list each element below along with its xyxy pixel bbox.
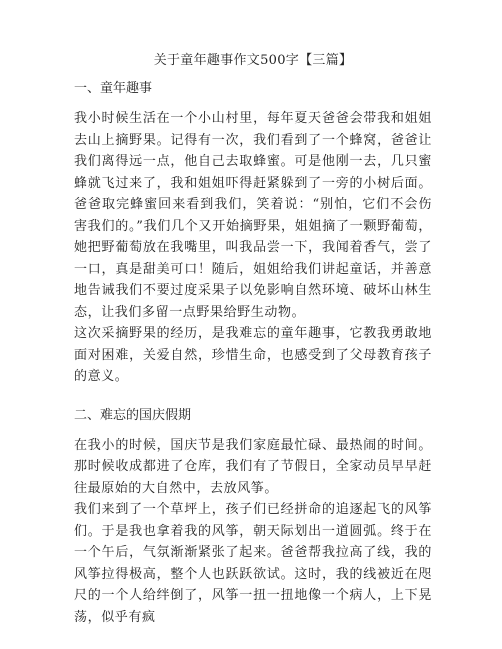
section-divider-space (74, 388, 432, 407)
document-title: 关于童年趣事作文500字【三篇】 (153, 53, 353, 68)
section-2 (74, 407, 432, 629)
section-heading-1: 一、童年趣事 (74, 81, 153, 96)
section-1-paragraph-2: 这次采摘野果的经历，是我难忘的童年趣事，它教我勇敢地面对困难，关爱自然，珍惜生命，也感受到了父母教育孩子的意义。 (74, 326, 432, 384)
section-1 (74, 80, 432, 388)
section-2-paragraph-1: 在我小的时候，国庆节是我们家庭最忙碌、最热闹的时间。那时候收成都进了仓库，我们有了节假日，全家动员早早赶往最原始的大自然中，去放风筝。 (74, 437, 432, 496)
section-1-paragraph-1: 我小时候生活在一个小山村里，每年夏天爸爸会带我和姐姐去山上摘野果。记得有一次，我们看到了一个蜂窝，爸爸让我们离得远一点，他自己去取蜂蜜。可是他刚一去，几只蜜蜂就飞过来了，我和姐姐吓得赶紧躲到了一旁的小树后面。爸爸取完蜂蜜回来看到我们，笑着说：“别怕，它们不会伤害我们的。”我们几个又开始摘野果，姐姐摘了一颗野葡萄，她把野葡萄放在我嘴里，叫我品尝一下，我闻着香气，尝了一口，真是甜美可口！随后，姐姐给我们讲起童话，并善意地告诫我们不要过度采果子以免影响自然环境、破坏山林生态，让我们多留一点野果给野生动物。 (74, 111, 432, 320)
section-2-paragraph-2: 我们来到了一个草坪上，孩子们已经拼命的追逐起飞的风筝们。于是我也拿着我的风筝，朝天际划出一道圆弧。终于在一个午后，气氛渐渐紧张了起来。爸爸帮我拉高了线，我的风筝拉得极高，整个人也跃跃欲试。这时，我的线被近在咫尺的一个人给绊倒了，风筝一扭一扭地像一个病人，上下晃荡，似乎有疯 (74, 502, 432, 625)
section-heading-2: 二、难忘的国庆假期 (74, 407, 192, 423)
